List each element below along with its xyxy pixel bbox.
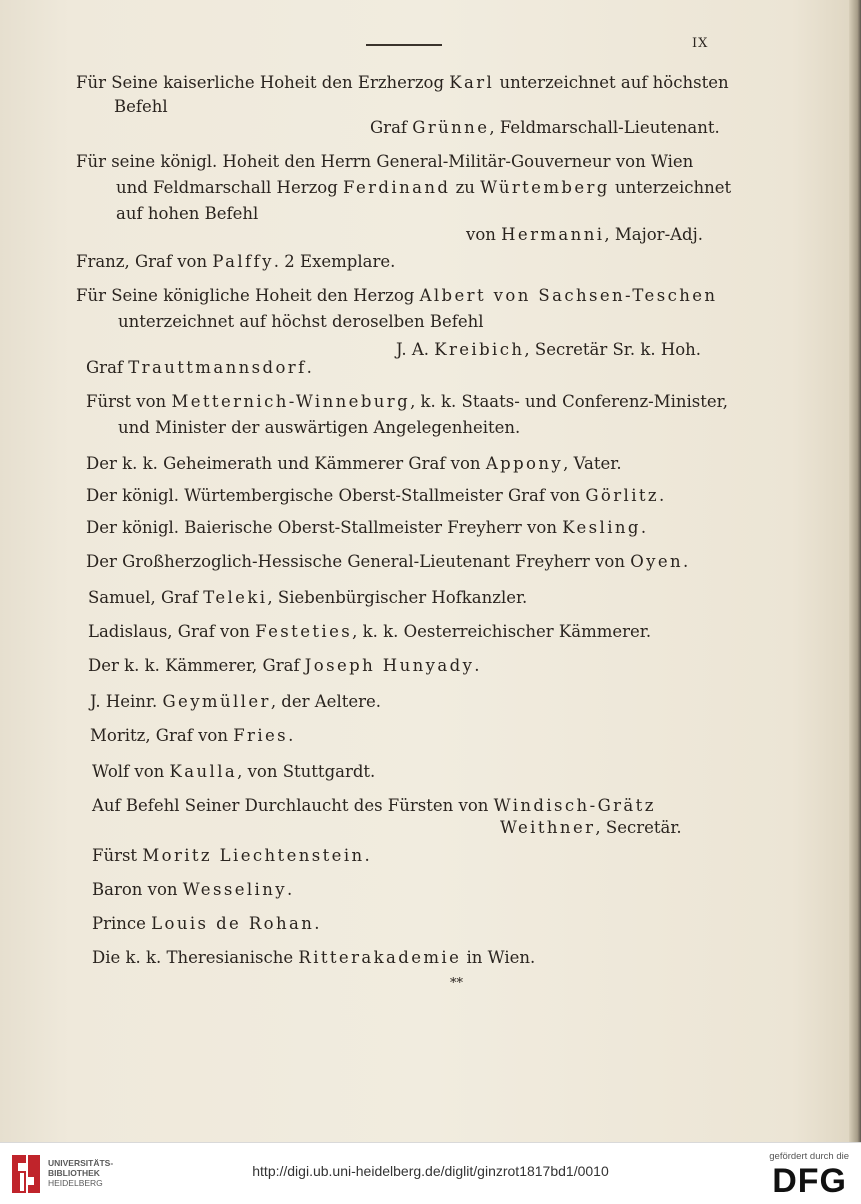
text-segment: , Major-Adj.: [604, 225, 703, 244]
text-line: [90, 726, 293, 746]
text-segment: .: [314, 914, 320, 933]
text-line: [76, 152, 693, 172]
library-line-2: BIBLIOTHEK: [48, 1168, 100, 1178]
text-line: [86, 552, 688, 572]
spaced-name: Joseph Hunyady: [304, 656, 475, 675]
spaced-name: Kesling: [562, 518, 641, 537]
text-line: [500, 818, 682, 838]
text-segment: unterzeichnet: [609, 178, 732, 197]
text-line: [92, 948, 535, 968]
text-line: [90, 692, 381, 712]
spaced-name: Teleki: [203, 588, 268, 607]
text-segment: Graf: [370, 118, 413, 137]
text-segment: von: [466, 225, 502, 244]
text-line: [88, 588, 527, 608]
text-segment: .: [288, 726, 294, 745]
text-segment: Für seine königl. Hoheit den Herrn General-Militär-Gouverneur von Wien: [76, 152, 694, 171]
text-segment: unterzeichnet auf höchsten: [494, 73, 729, 92]
permalink-url[interactable]: http://digi.ub.uni-heidelberg.de/diglit/ginzrot1817bd1/0010: [252, 1163, 609, 1179]
text-segment: .: [474, 656, 480, 675]
text-line: [86, 486, 664, 506]
text-line: [116, 178, 731, 198]
text-segment: und Minister der auswärtigen Angelegenheiten.: [118, 418, 521, 437]
text-segment: Moritz, Graf von: [90, 726, 234, 745]
text-segment: , Secretär.: [595, 818, 682, 837]
text-line: [86, 358, 312, 378]
spaced-name: Hermanni: [501, 225, 605, 244]
page-number: IX: [692, 36, 709, 51]
text-line: [92, 796, 656, 816]
spaced-name: Metternich-Winneburg: [171, 392, 411, 411]
text-line: [118, 418, 520, 438]
text-segment: , Vater.: [563, 454, 622, 473]
spaced-name: Festeties: [255, 622, 353, 641]
text-segment: Die k. k. Theresianische: [92, 948, 299, 967]
spaced-name: Albert von Sachsen-Teschen: [419, 286, 718, 305]
text-line: [76, 252, 395, 272]
text-segment: , von Stuttgardt.: [237, 762, 376, 781]
text-segment: Der Großherzoglich-Hessische General-Lieutenant Freyherr von: [86, 552, 631, 571]
text-line: [86, 392, 728, 412]
text-line: [450, 974, 463, 994]
header-rule: [366, 44, 442, 46]
text-line: [116, 204, 258, 224]
text-segment: .: [364, 846, 370, 865]
spaced-name: Kreibich: [434, 340, 525, 359]
dfg-caption: gefördert durch die: [769, 1151, 849, 1162]
text-segment: , der Aeltere.: [270, 692, 382, 711]
text-segment: in Wien.: [461, 948, 536, 967]
text-segment: auf hohen Befehl: [116, 204, 259, 223]
text-segment: Der königl. Baierische Oberst-Stallmeister Freyherr von: [86, 518, 563, 537]
text-segment: . 2 Exemplare.: [273, 252, 396, 271]
spaced-name: Windisch-Grätz: [493, 796, 656, 815]
library-line-1: UNIVERSITÄTS-: [48, 1158, 114, 1168]
text-segment: und Feldmarschall Herzog: [116, 178, 344, 197]
text-line: [92, 846, 370, 866]
spaced-name: Kaulla: [169, 762, 238, 781]
text-line: [88, 622, 651, 642]
text-segment: .: [286, 880, 293, 899]
text-segment: Prince: [92, 914, 152, 933]
text-segment: Der k. k. Geheimerath und Kämmerer Graf von: [86, 454, 486, 473]
spaced-name: Fries: [233, 726, 289, 745]
spaced-name: Louis de Rohan: [151, 914, 315, 933]
text-line: [88, 656, 480, 676]
spaced-name: Oyen: [630, 552, 684, 571]
spaced-name: Palffy: [212, 252, 274, 271]
text-segment: Samuel, Graf: [88, 588, 204, 607]
spaced-name: Görlitz: [585, 486, 660, 505]
spaced-name: Geymüller: [162, 692, 271, 711]
spaced-name: Würtemberg: [480, 178, 610, 197]
spaced-name: Karl: [449, 73, 495, 92]
library-line-3: HEIDELBERG: [48, 1178, 103, 1188]
spaced-name: Trauttmannsdorf: [128, 358, 307, 377]
text-segment: Auf Befehl Seiner Durchlaucht des Fürsten von: [92, 796, 494, 815]
text-segment: unterzeichnet auf höchst deroselben Befehl: [118, 312, 484, 331]
text-line: [92, 880, 292, 900]
text-segment: .: [659, 486, 665, 505]
spaced-name: Ferdinand: [343, 178, 451, 197]
text-segment: Franz, Graf von: [76, 252, 213, 271]
text-segment: Baron von: [92, 880, 183, 899]
text-segment: J. A.: [396, 340, 435, 359]
spaced-name: Grünne: [412, 118, 490, 137]
text-segment: **: [450, 976, 463, 991]
text-line: [396, 340, 701, 360]
text-segment: Wolf von: [92, 762, 170, 781]
digitization-footer: [0, 1142, 861, 1204]
text-line: [118, 312, 484, 332]
text-line: [86, 518, 646, 538]
text-segment: , Feldmarschall-Lieutenant.: [489, 118, 720, 137]
text-segment: Für Seine kaiserliche Hoheit den Erzherzog: [76, 73, 450, 92]
text-segment: Der k. k. Kämmerer, Graf: [88, 656, 305, 675]
text-line: [114, 97, 168, 117]
spaced-name: Weithner: [500, 818, 596, 837]
text-segment: J. Heinr.: [90, 692, 163, 711]
text-segment: .: [306, 358, 312, 377]
text-segment: Für Seine königliche Hoheit den Herzog: [76, 286, 420, 305]
text-segment: Fürst: [92, 846, 143, 865]
page-edge-shadow: [849, 0, 861, 1142]
spaced-name: Wesseliny: [182, 880, 287, 899]
text-segment: Graf: [86, 358, 129, 377]
text-segment: .: [640, 518, 647, 537]
text-line: [92, 914, 320, 934]
text-line: [76, 73, 729, 93]
text-line: [92, 762, 375, 782]
text-segment: Fürst von: [86, 392, 172, 411]
text-segment: Befehl: [114, 97, 168, 116]
text-line: [86, 454, 622, 474]
spaced-name: Appony: [485, 454, 564, 473]
text-segment: , k. k. Staats- und Conferenz-Minister,: [410, 392, 728, 411]
text-line: [76, 286, 717, 306]
spaced-name: Moritz Liechtenstein: [142, 846, 365, 865]
text-line: [370, 118, 720, 138]
text-segment: , Siebenbürgischer Hofkanzler.: [267, 588, 528, 607]
text-segment: .: [683, 552, 689, 571]
text-line: [466, 225, 703, 245]
text-segment: zu: [450, 178, 481, 197]
spaced-name: Ritterakademie: [298, 948, 462, 967]
text-segment: Ladislaus, Graf von: [88, 622, 256, 641]
text-segment: , Secretär Sr. k. Hoh.: [524, 340, 702, 359]
text-segment: , k. k. Oesterreichischer Kämmerer.: [352, 622, 652, 641]
dfg-logo: DFG: [772, 1162, 847, 1200]
text-segment: Der königl. Würtembergische Oberst-Stallmeister Graf von: [86, 486, 586, 505]
